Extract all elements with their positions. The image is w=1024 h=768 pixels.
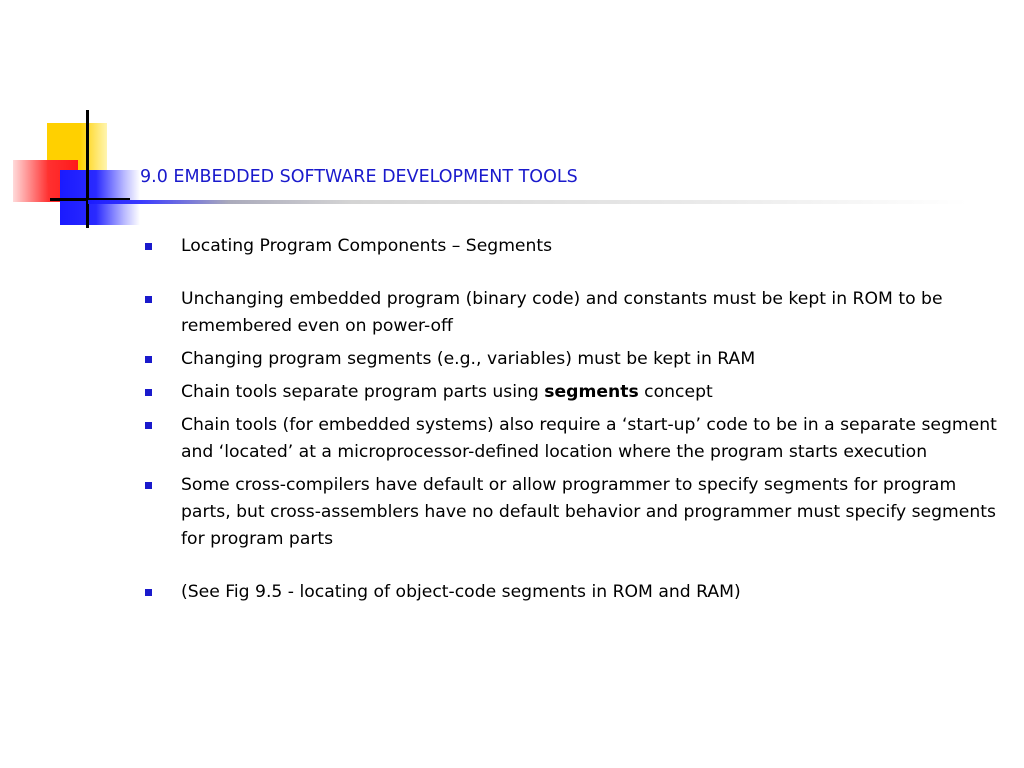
bullet-item: [142, 579, 1002, 606]
bullet-text: Locating Program Components – Segments: [181, 236, 553, 256]
bullet-list: [142, 233, 1002, 612]
bullet-item: [142, 412, 1002, 466]
blue-square-bullet-icon: [145, 356, 152, 363]
blue-square-bullet-icon: [145, 243, 152, 250]
bullet-text: (See Fig 9.5 - locating of object-code segments in ROM and RAM): [181, 582, 741, 602]
bullet-text-post: concept: [638, 382, 713, 402]
bullet-item: [142, 472, 1002, 553]
bullet-item: [142, 233, 1002, 260]
color-blocks-logo-icon: [0, 0, 140, 240]
bullet-text: Some cross-compilers have default or allow programmer to specify segments for program parts, but cross-assemblers have no default behavior and programmer must specify segments for program parts: [181, 475, 996, 549]
blue-square-bullet-icon: [145, 389, 152, 396]
bullet-text: Unchanging embedded program (binary code) and constants must be kept in ROM to be remembered even on power-off: [181, 289, 943, 336]
bullet-item: [142, 379, 1002, 406]
bullet-item: [142, 346, 1002, 373]
bullet-text-pre: Chain tools separate program parts using: [181, 382, 545, 402]
blue-square-bullet-icon: [145, 589, 152, 596]
blue-square-bullet-icon: [145, 296, 152, 303]
title-underline: [88, 200, 968, 204]
bullet-text: Chain tools (for embedded systems) also require a ‘start-up’ code to be in a separate segment and ‘located’ at a microprocessor-defined location where the program starts execution: [181, 415, 997, 462]
slide-title: 9.0 EMBEDDED SOFTWARE DEVELOPMENT TOOLS: [140, 167, 578, 187]
blue-square-bullet-icon: [145, 422, 152, 429]
bullet-item: [142, 286, 1002, 340]
blue-square-bullet-icon: [145, 482, 152, 489]
logo-vertical-line: [86, 110, 89, 228]
bullet-text: Changing program segments (e.g., variables) must be kept in RAM: [181, 349, 756, 369]
bullet-bold-term: segments: [544, 382, 639, 402]
